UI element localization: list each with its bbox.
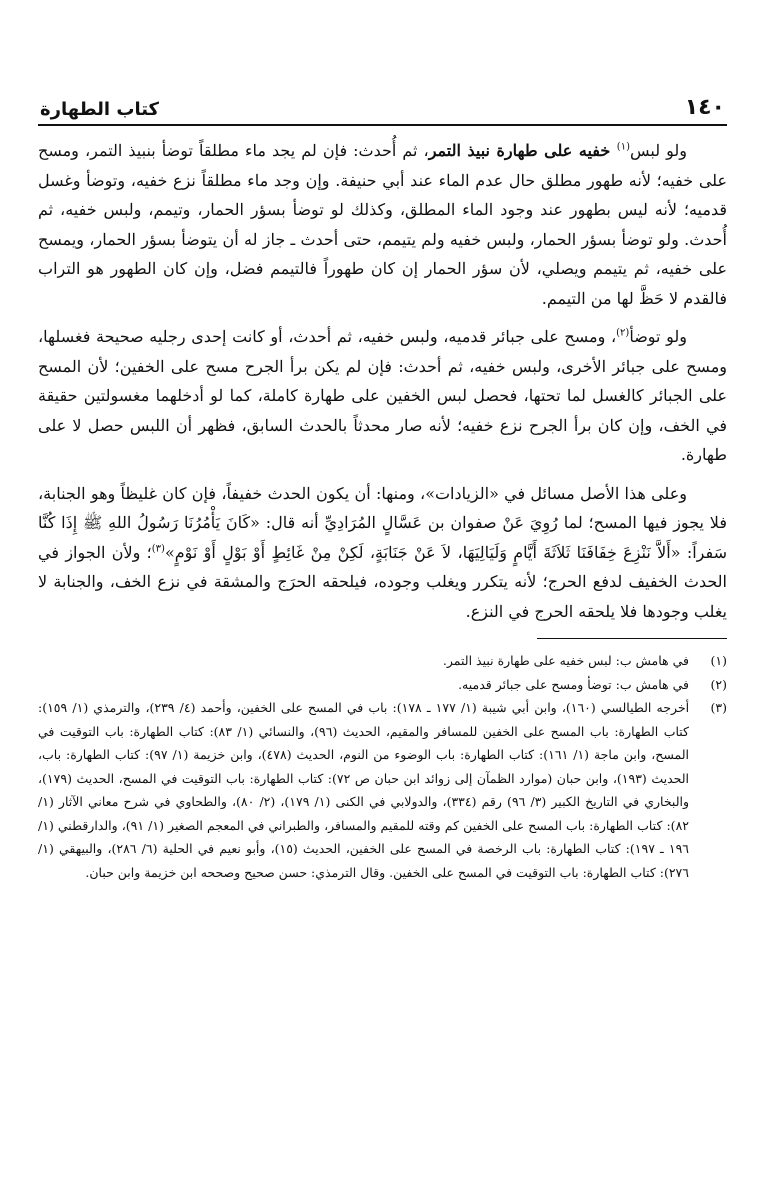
footnote-ref-2: (٢) <box>616 327 630 339</box>
paragraph-1-rest: ، ثم أُحدث: فإن لم يجد ماء مطلقاً توضأ بنبيذ التمر، ومسح على خفيه؛ لأنه طهور مطلق حال عدم الماء عند أبي حنيفة. وإن وجد ماء مطلقاً نزع خفيه، وتوضأ وغسل قدميه؛ لأنه ليس بطهور عند وجود الماء المطلق، وكذلك لو توضأ بسؤر الحمار، وتيمم، ولبس خفيه، ثم أُحدث. ولو توضأ بسؤر الحمار، ولبس خفيه ولم يتيمم، حتى أحدث ـ جاز له أن يتوضأ بسؤر الحمار، ويمسح على خفيه، ثم يتيمم ويصلي، لأن سؤر الحمار إن كان طهوراً فالتيمم فضل، وإن كان الطهور هو التراب فالقدم لا حَظَّ لها من التيمم. <box>38 141 727 308</box>
paragraph-1-intro: ولو لبس <box>629 141 688 160</box>
book-title: كتاب الطهارة <box>40 99 160 120</box>
paragraph-1-bold-phrase: خفيه على طهارة نبيذ التمر <box>428 141 617 160</box>
footnote-text: في هامش ب: توضأ ومسح على جبائر قدميه. <box>458 676 689 692</box>
page-number: ١٤٠ <box>684 95 725 120</box>
paragraph-3-intro: وعلى هذا الأصل مسائل في «الزيادات»، ومنها: أن يكون الحدث خفيفاً، فإن كان غليظاً وهو الجنابة، فلا يجوز فيها المسح؛ لما رُوِيَ عَنْ صفوان بن عَسَّالٍ المُرَادِيِّ أنه قال: «كَانَ يَأْمُرُنَا رَسُولُ اللهِ ﷺ إِذَا كُنَّا سَفراً: «أَلاَّ نَنْزِعَ خِفَافَنَا ثَلاَثَةَ أَيَّامٍ وَلَيَالِيَهَا، لاَ عَنْ جَنَابَةٍ، لَكِنْ مِنْ غَائِطٍ أَوْ بَوْلٍ أَوْ نَوْمٍ» <box>38 483 728 562</box>
paragraph-2-intro: ولو توضأ <box>629 327 687 346</box>
footnote-ref-1: (١) <box>616 141 630 153</box>
footnote-number: (٣) <box>710 700 727 715</box>
book-page <box>38 84 727 1164</box>
paragraph-2-rest: ، ومسح على جبائر قدميه، ولبس خفيه، ثم أحدث، أو كانت إحدى رجليه صحيحة فغسلها، ومسح على جبائر الأخرى، ولبس خفيه، ثم أحدث: فإن لم يكن برأ الجرح مسح على الخفين؛ لأن المسح على الجبائر كالغسل لما تحتها، فحصل لبس الخفين على طهارة كاملة، كما لو أدخلهما مغسولتين حقيقة في الخف، وإن كان برأ الجرح نزع خفيه؛ لأنه صار محدثاً بالحدث السابق، فظهر أن اللبس حصل لا على طهارة. <box>38 327 728 464</box>
running-header <box>38 84 727 126</box>
paragraph-1 <box>38 136 727 313</box>
footnote-number: (٢) <box>710 676 727 692</box>
footnote-3 <box>38 696 727 884</box>
footnote-number: (١) <box>710 653 727 668</box>
footnote-1 <box>38 649 727 673</box>
footnote-separator <box>537 638 727 639</box>
footnotes <box>38 649 727 884</box>
footnote-text: في هامش ب: لبس خفيه على طهارة نبيذ التمر. <box>442 653 689 668</box>
main-text <box>38 136 727 626</box>
paragraph-2 <box>38 322 727 470</box>
footnote-text: أخرجه الطيالسي (١٦٠)، وابن أبي شيبة (١/ ١٧٧ ـ ١٧٨): باب في المسح على الخفين، وأحمد (٤/ ٢٣٩)، والترمذي (١/ ١٥٩): كتاب الطهارة: باب المسح على الخفين للمسافر والمقيم، الحديث (٩٦)، والنسائي (١/ ٨٣): كتاب الطهارة: باب التوقيت في المسح، وابن ماجة (١/ ١٦١): كتاب الطهارة: باب الوضوء من النوم، الحديث (٤٧٨)، وابن خزيمة (١/ ٩٧): كتاب الطهارة: باب، الحديث (١٩٣)، وابن حبان (موارد الظمآن إلى زوائد ابن حبان ص ٧٢): كتاب الطهارة: باب التوقيت في المسح، الحديث (١٧٩)، والبخاري في التاريخ الكبير (٣/ ٩٦) رقم (٣٣٤)، والدولابي في الكنى (١/ ١٧٩)، (٢/ ٨٠)، والطحاوي في شرح معاني الآثار (١/ ٨٢): كتاب الطهارة: باب المسح على الخفين كم وقته للمقيم والمسافر، والطبراني في المعجم الصغير (١/ ٩١)، والدارقطني (١/ ١٩٦ ـ ١٩٧): كتاب الطهارة: باب الرخصة في المسح على الخفين، الحديث (١٥)، وأبو نعيم في الحلية (٦/ ٢٨٦)، والبيهقي (١/ ٢٧٦): كتاب الطهارة: باب التوقيت في المسح على الخفين. وقال الترمذي: حسن صحيح وصححه ابن خزيمة وابن حبان. <box>38 700 690 880</box>
footnote-ref-3: (٣) <box>151 543 165 555</box>
paragraph-3 <box>38 479 727 627</box>
paragraph-3-rest: ؛ ولأن الجواز في الحدث الخفيف لدفع الحرج؛ لأنه يتكرر ويغلب وجوده، فيلحقه الحرَج والمشقة في نزع الخف، والجنابة لا يغلب وجودها فلا يلحقه الحرج في النزع. <box>38 542 727 621</box>
footnote-2 <box>38 673 727 697</box>
